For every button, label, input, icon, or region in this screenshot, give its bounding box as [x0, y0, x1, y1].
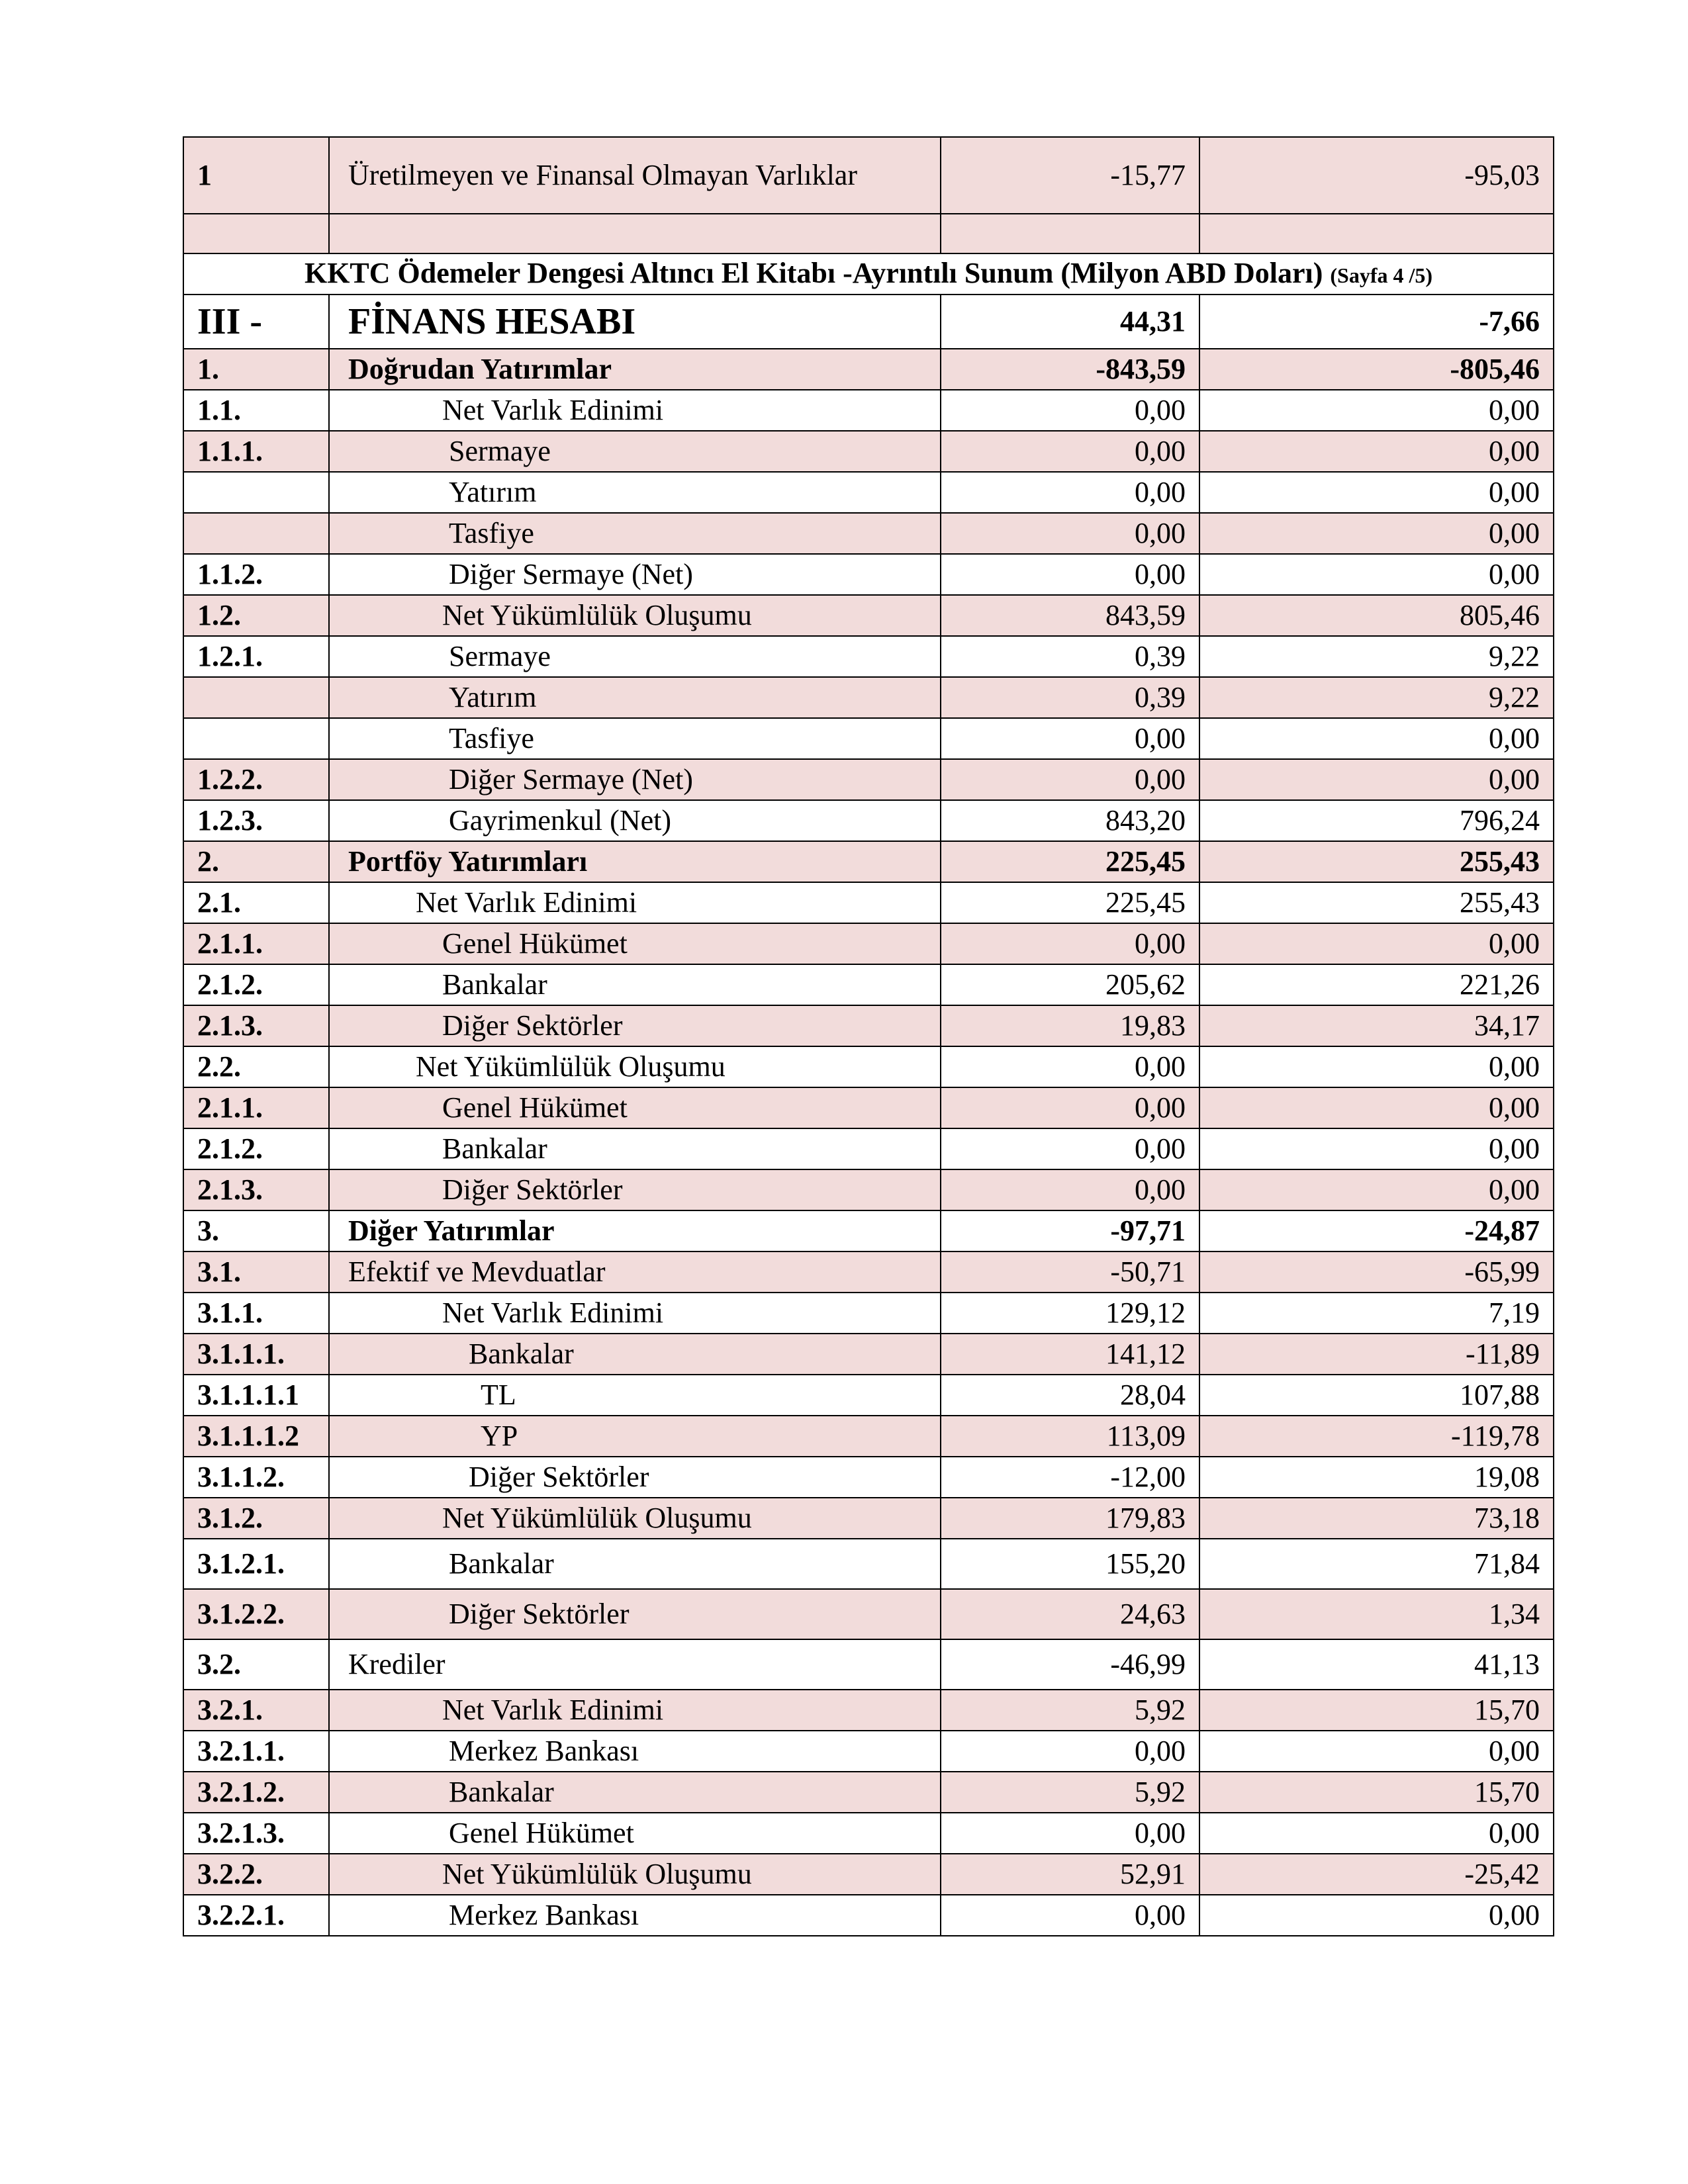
table-row	[183, 513, 1554, 554]
row-code: 2.1.1.	[183, 1087, 329, 1128]
table-row	[183, 1375, 1554, 1416]
row-value-1: 0,00	[941, 1087, 1199, 1128]
row-code: 2.1.2.	[183, 964, 329, 1005]
section-code: III -	[183, 295, 329, 349]
row-value-1: 141,12	[941, 1334, 1199, 1375]
row-code: 2.1.1.	[183, 923, 329, 964]
table-row	[183, 636, 1554, 677]
row-label: Bankalar	[329, 1128, 941, 1169]
section-row	[183, 295, 1554, 349]
row-code: 3.1.1.	[183, 1293, 329, 1334]
row-value-2: -25,42	[1199, 1854, 1554, 1895]
balance-of-payments-table	[183, 136, 1554, 1936]
table-row	[183, 677, 1554, 718]
row-label: Diğer Yatırımlar	[329, 1210, 941, 1251]
row-value-2: 19,08	[1199, 1457, 1554, 1498]
row-code: 2.1.	[183, 882, 329, 923]
row-code: 3.1.1.1.2	[183, 1416, 329, 1457]
table-row	[183, 923, 1554, 964]
row-value-1: 843,20	[941, 800, 1199, 841]
row-value-1: -12,00	[941, 1457, 1199, 1498]
row-label: Diğer Sermaye (Net)	[329, 759, 941, 800]
row-code: 1.2.1.	[183, 636, 329, 677]
row-code: 1.	[183, 349, 329, 390]
row-value-1: 19,83	[941, 1005, 1199, 1046]
row-code: 1.2.	[183, 595, 329, 636]
row-value-2: 221,26	[1199, 964, 1554, 1005]
row-value-1: 0,00	[941, 759, 1199, 800]
table-row	[183, 1087, 1554, 1128]
row-code: 1.1.1.	[183, 431, 329, 472]
table-row	[183, 1210, 1554, 1251]
row-value-1: -46,99	[941, 1639, 1199, 1690]
row-label: Diğer Sektörler	[329, 1169, 941, 1210]
row-value-2: -65,99	[1199, 1251, 1554, 1293]
row-value-1: 0,00	[941, 431, 1199, 472]
row-code: 3.1.1.2.	[183, 1457, 329, 1498]
row-value-2: -24,87	[1199, 1210, 1554, 1251]
row-value-1: 225,45	[941, 841, 1199, 882]
table-row	[183, 759, 1554, 800]
table-row	[183, 718, 1554, 759]
table-row	[183, 1005, 1554, 1046]
row-code: 1.1.2.	[183, 554, 329, 595]
table-row	[183, 1690, 1554, 1731]
row-value-2: 7,19	[1199, 1293, 1554, 1334]
row-value-2: 0,00	[1199, 923, 1554, 964]
row-value-1: 0,00	[941, 472, 1199, 513]
row-code: 1.1.	[183, 390, 329, 431]
row-value-1: 24,63	[941, 1589, 1199, 1639]
row-label: Yatırım	[329, 677, 941, 718]
row-label: Net Varlık Edinimi	[329, 882, 941, 923]
section-value-1: 44,31	[941, 295, 1199, 349]
row-value-1: 179,83	[941, 1498, 1199, 1539]
row-value-2: 34,17	[1199, 1005, 1554, 1046]
row-code: 2.	[183, 841, 329, 882]
row-value-2: 15,70	[1199, 1690, 1554, 1731]
row-label: Merkez Bankası	[329, 1731, 941, 1772]
row-label: Genel Hükümet	[329, 923, 941, 964]
row-label: Diğer Sektörler	[329, 1457, 941, 1498]
row-value-2: 0,00	[1199, 513, 1554, 554]
row-value-2: 255,43	[1199, 841, 1554, 882]
row-value-1: 0,00	[941, 1169, 1199, 1210]
table-row	[183, 390, 1554, 431]
title-main: KKTC Ödemeler Dengesi Altıncı El Kitabı -Ayrıntılı Sunum (Milyon ABD Doları)	[304, 256, 1323, 289]
row-label: Tasfiye	[329, 513, 941, 554]
row-value-1: -15,77	[941, 137, 1199, 214]
row-value-2: 0,00	[1199, 1813, 1554, 1854]
row-value-2: 255,43	[1199, 882, 1554, 923]
row-value-1: 0,39	[941, 677, 1199, 718]
row-code: 2.1.2.	[183, 1128, 329, 1169]
row-value-2: 41,13	[1199, 1639, 1554, 1690]
row-label: Net Varlık Edinimi	[329, 390, 941, 431]
row-code: 1.2.2.	[183, 759, 329, 800]
row-label: Genel Hükümet	[329, 1087, 941, 1128]
row-label: Doğrudan Yatırımlar	[329, 349, 941, 390]
row-value-1: 5,92	[941, 1690, 1199, 1731]
row-code: 3.1.	[183, 1251, 329, 1293]
row-label: Tasfiye	[329, 718, 941, 759]
row-value-2: 0,00	[1199, 390, 1554, 431]
row-code: 3.2.	[183, 1639, 329, 1690]
row-label: Bankalar	[329, 964, 941, 1005]
row-value-1: 0,00	[941, 923, 1199, 964]
row-label: Bankalar	[329, 1772, 941, 1813]
row-code: 2.2.	[183, 1046, 329, 1087]
table-row	[183, 1895, 1554, 1936]
row-code: 3.1.2.	[183, 1498, 329, 1539]
row-label: YP	[329, 1416, 941, 1457]
table-row	[183, 137, 1554, 214]
table-row	[183, 1772, 1554, 1813]
table-row	[183, 1169, 1554, 1210]
row-value-2: 0,00	[1199, 1046, 1554, 1087]
table-row	[183, 964, 1554, 1005]
table-title-row	[183, 253, 1554, 295]
row-value-2: 0,00	[1199, 554, 1554, 595]
row-code: 1	[183, 137, 329, 214]
empty-row	[183, 214, 1554, 253]
row-value-1: 28,04	[941, 1375, 1199, 1416]
table-row	[183, 1639, 1554, 1690]
table-row	[183, 1813, 1554, 1854]
row-value-1: 0,00	[941, 1128, 1199, 1169]
row-value-1: 0,00	[941, 513, 1199, 554]
row-code: 3.2.1.2.	[183, 1772, 329, 1813]
row-code: 3.2.1.	[183, 1690, 329, 1731]
table-row	[183, 800, 1554, 841]
table-row	[183, 554, 1554, 595]
row-label: Sermaye	[329, 431, 941, 472]
table-row	[183, 882, 1554, 923]
table-row	[183, 1854, 1554, 1895]
table-row	[183, 595, 1554, 636]
row-code: 3.1.1.1.1	[183, 1375, 329, 1416]
row-value-1: 225,45	[941, 882, 1199, 923]
row-code	[183, 472, 329, 513]
row-value-1: 0,39	[941, 636, 1199, 677]
row-label: Gayrimenkul (Net)	[329, 800, 941, 841]
row-label: Net Yükümlülük Oluşumu	[329, 595, 941, 636]
row-code	[183, 513, 329, 554]
row-value-2: 0,00	[1199, 1895, 1554, 1936]
row-value-1: -843,59	[941, 349, 1199, 390]
row-code	[183, 677, 329, 718]
row-code: 2.1.3.	[183, 1005, 329, 1046]
section-label: FİNANS HESABI	[329, 295, 941, 349]
row-label: Diğer Sektörler	[329, 1589, 941, 1639]
row-value-2: 73,18	[1199, 1498, 1554, 1539]
table-row	[183, 1251, 1554, 1293]
table-row	[183, 1731, 1554, 1772]
table-row	[183, 841, 1554, 882]
table-row	[183, 1539, 1554, 1589]
row-value-2: 0,00	[1199, 1128, 1554, 1169]
row-value-2: -119,78	[1199, 1416, 1554, 1457]
table-body	[183, 349, 1554, 1936]
row-value-2: 805,46	[1199, 595, 1554, 636]
row-code: 3.2.2.	[183, 1854, 329, 1895]
page-indicator: (Sayfa 4 /5)	[1330, 263, 1433, 287]
row-value-1: 0,00	[941, 554, 1199, 595]
row-value-2: -805,46	[1199, 349, 1554, 390]
table-row	[183, 431, 1554, 472]
row-value-2: 9,22	[1199, 677, 1554, 718]
row-code: 2.1.3.	[183, 1169, 329, 1210]
row-value-1: 155,20	[941, 1539, 1199, 1589]
row-label: Net Yükümlülük Oluşumu	[329, 1046, 941, 1087]
table-row	[183, 1589, 1554, 1639]
row-label: Diğer Sektörler	[329, 1005, 941, 1046]
row-value-2: 796,24	[1199, 800, 1554, 841]
row-label: Genel Hükümet	[329, 1813, 941, 1854]
row-value-2: 0,00	[1199, 1087, 1554, 1128]
row-label: Yatırım	[329, 472, 941, 513]
row-value-1: 0,00	[941, 718, 1199, 759]
row-value-2: -95,03	[1199, 137, 1554, 214]
row-label: Bankalar	[329, 1539, 941, 1589]
row-code: 3.1.2.1.	[183, 1539, 329, 1589]
row-label: Net Varlık Edinimi	[329, 1293, 941, 1334]
table-row	[183, 1498, 1554, 1539]
row-code: 3.	[183, 1210, 329, 1251]
row-value-1: 52,91	[941, 1854, 1199, 1895]
table-row	[183, 1128, 1554, 1169]
row-value-1: 113,09	[941, 1416, 1199, 1457]
row-label: Diğer Sermaye (Net)	[329, 554, 941, 595]
row-value-2: 0,00	[1199, 1731, 1554, 1772]
section-value-2: -7,66	[1199, 295, 1554, 349]
row-value-1: 0,00	[941, 390, 1199, 431]
row-label: Net Yükümlülük Oluşumu	[329, 1854, 941, 1895]
row-label: Üretilmeyen ve Finansal Olmayan Varlıklar	[329, 137, 941, 214]
row-label: Portföy Yatırımları	[329, 841, 941, 882]
row-value-2: 9,22	[1199, 636, 1554, 677]
table-row	[183, 1293, 1554, 1334]
row-value-2: 0,00	[1199, 759, 1554, 800]
row-value-2: 107,88	[1199, 1375, 1554, 1416]
row-code: 3.2.1.1.	[183, 1731, 329, 1772]
row-value-2: 0,00	[1199, 718, 1554, 759]
row-value-1: -97,71	[941, 1210, 1199, 1251]
table-title	[183, 253, 1554, 295]
row-value-2: 0,00	[1199, 1169, 1554, 1210]
row-label: Efektif ve Mevduatlar	[329, 1251, 941, 1293]
row-label: Krediler	[329, 1639, 941, 1690]
row-code	[183, 718, 329, 759]
row-value-2: -11,89	[1199, 1334, 1554, 1375]
row-code: 3.1.1.1.	[183, 1334, 329, 1375]
table-row	[183, 1046, 1554, 1087]
row-label: Net Varlık Edinimi	[329, 1690, 941, 1731]
row-label: Net Yükümlülük Oluşumu	[329, 1498, 941, 1539]
row-label: TL	[329, 1375, 941, 1416]
row-value-1: -50,71	[941, 1251, 1199, 1293]
table-row	[183, 1416, 1554, 1457]
row-value-2: 1,34	[1199, 1589, 1554, 1639]
row-label: Bankalar	[329, 1334, 941, 1375]
row-value-2: 0,00	[1199, 431, 1554, 472]
row-value-1: 0,00	[941, 1895, 1199, 1936]
row-value-1: 0,00	[941, 1813, 1199, 1854]
row-value-1: 129,12	[941, 1293, 1199, 1334]
row-code: 3.2.1.3.	[183, 1813, 329, 1854]
table-row	[183, 349, 1554, 390]
row-label: Sermaye	[329, 636, 941, 677]
row-value-1: 205,62	[941, 964, 1199, 1005]
row-value-2: 0,00	[1199, 472, 1554, 513]
row-code: 3.2.2.1.	[183, 1895, 329, 1936]
row-value-1: 5,92	[941, 1772, 1199, 1813]
table-row	[183, 1457, 1554, 1498]
row-value-1: 843,59	[941, 595, 1199, 636]
row-code: 3.1.2.2.	[183, 1589, 329, 1639]
row-value-2: 15,70	[1199, 1772, 1554, 1813]
row-value-2: 71,84	[1199, 1539, 1554, 1589]
row-value-1: 0,00	[941, 1046, 1199, 1087]
table-row	[183, 1334, 1554, 1375]
row-code: 1.2.3.	[183, 800, 329, 841]
table-row	[183, 472, 1554, 513]
row-label: Merkez Bankası	[329, 1895, 941, 1936]
row-value-1: 0,00	[941, 1731, 1199, 1772]
